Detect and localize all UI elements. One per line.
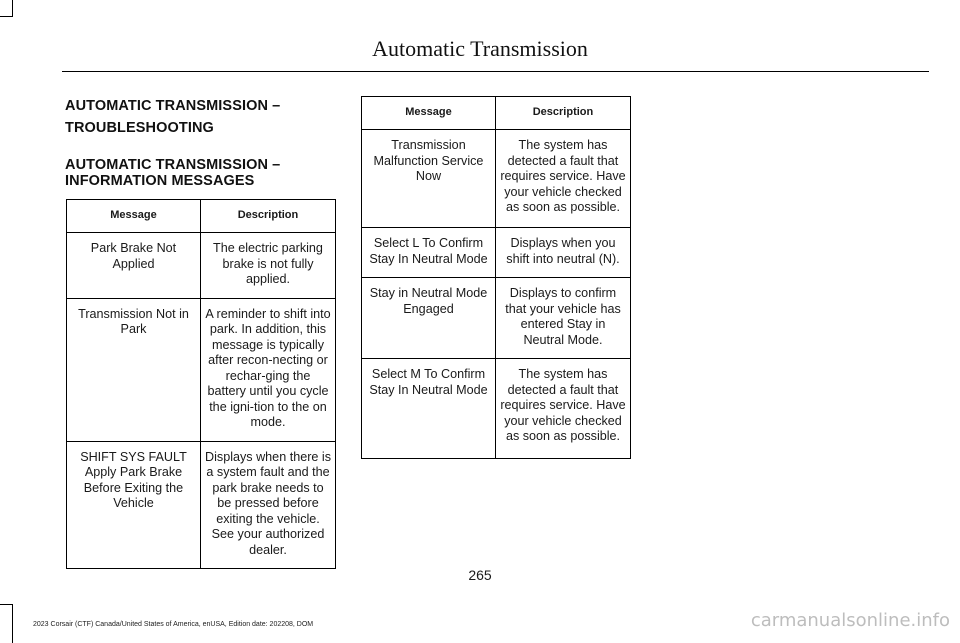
message-cell: Stay in Neutral Mode Engaged (362, 278, 496, 359)
table-row (67, 233, 336, 299)
table-row (362, 278, 631, 359)
table-row (67, 298, 336, 441)
table-row (67, 441, 336, 569)
column-header-message: Message (362, 97, 496, 130)
column-header-message: Message (67, 200, 201, 233)
description-cell: The system has detected a fault that requires service. Have your vehicle checked as soon as possible. (496, 359, 631, 459)
section-heading-line1: AUTOMATIC TRANSMISSION – (65, 98, 281, 114)
description-cell: The system has detected a fault that requires service. Have your vehicle checked as soon as possible. (496, 130, 631, 228)
message-cell: Park Brake Not Applied (67, 233, 201, 299)
watermark-text: carmanualsonline.info (750, 610, 950, 631)
crop-mark-top-left-v (12, 0, 13, 17)
info-messages-table-left (66, 199, 336, 569)
crop-mark-bottom-left-h (0, 604, 13, 605)
message-cell: Select L To Confirm Stay In Neutral Mode (362, 228, 496, 278)
message-cell: SHIFT SYS FAULT Apply Park Brake Before Exiting the Vehicle (67, 441, 201, 569)
column-header-description: Description (201, 200, 336, 233)
subheading-line1: AUTOMATIC TRANSMISSION – (65, 157, 281, 173)
page-number: 265 (468, 567, 492, 583)
description-cell: Displays when there is a system fault and the park brake needs to be pressed before exiting the vehicle. See your authorized dealer. (201, 441, 336, 569)
description-cell: A reminder to shift into park. In addition, this message is typically after recon-necting or rechar-ging the battery until you cycle the igni-tion to the on mode. (201, 298, 336, 441)
info-messages-table-right (361, 96, 631, 459)
message-cell: Transmission Not in Park (67, 298, 201, 441)
table-header-row (67, 200, 336, 233)
crop-mark-top-left-h (0, 16, 13, 17)
description-cell: Displays to confirm that your vehicle has entered Stay in Neutral Mode. (496, 278, 631, 359)
table-row (362, 130, 631, 228)
page-header-title: Automatic Transmission (372, 36, 588, 61)
description-cell: The electric parking brake is not fully applied. (201, 233, 336, 299)
table-row (362, 359, 631, 459)
footer-edition-text: 2023 Corsair (CTF) Canada/United States of America, enUSA, Edition date: 202208, DOM (33, 621, 314, 628)
crop-mark-bottom-left-v (12, 604, 13, 643)
table-row (362, 228, 631, 278)
table-header-row (362, 97, 631, 130)
description-cell: Displays when you shift into neutral (N). (496, 228, 631, 278)
section-heading-line2: TROUBLESHOOTING (65, 120, 214, 136)
column-header-description: Description (496, 97, 631, 130)
header-rule (62, 71, 929, 72)
subheading-line2: INFORMATION MESSAGES (65, 173, 255, 189)
message-cell: Transmission Malfunction Service Now (362, 130, 496, 228)
message-cell: Select M To Confirm Stay In Neutral Mode (362, 359, 496, 459)
